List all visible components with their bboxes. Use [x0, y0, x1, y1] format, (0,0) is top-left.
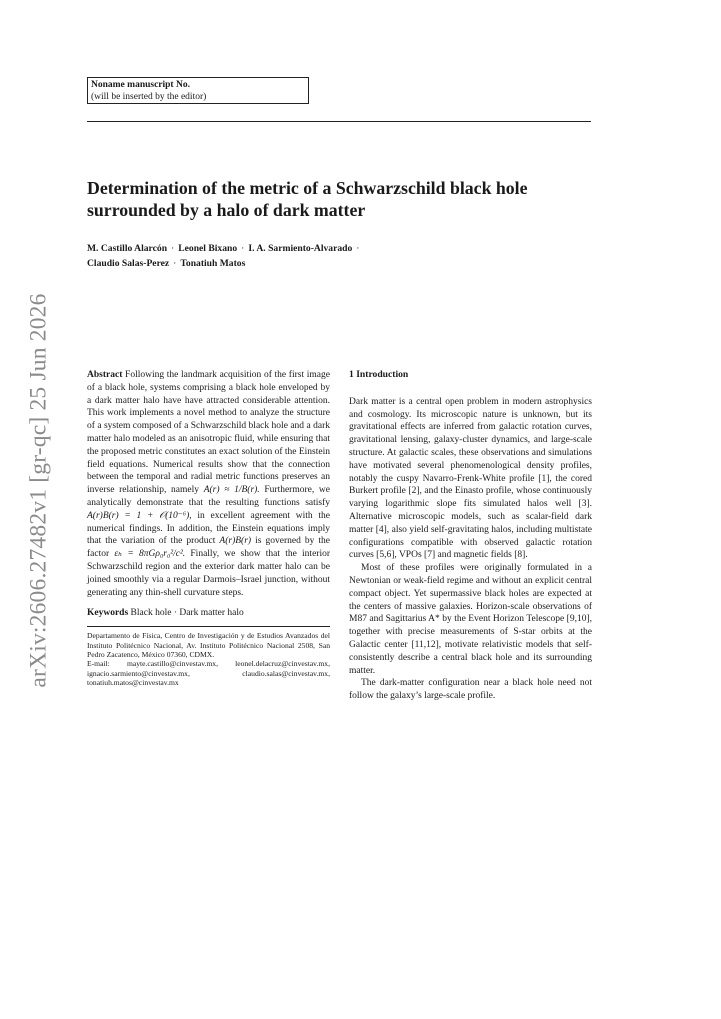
author: I. A. Sarmiento-Alvarado — [248, 243, 353, 254]
email-list: mayte.castillo@cinvestav.mx, leonel.delacruz@cinvestav.mx, ignacio.sarmiento@cinvestav.mx, claudio.salas@cinvestav.mx, tonatiuh.matos@cinvestav.mx — [87, 659, 330, 688]
abstract-text: Following the landmark acquisition of the first image of a black hole, systems comprising a black hole enveloped by a dark matter halo have have attracted considerable attention. This work implements a novel method to analyze the structure of a system composed of a Schwarzschild black hole and a dark matter halo modeled as an anisotropic fluid, while ensuring that the proposed metric constitutes an exact solution of the Einstein field equations. Numerical results show that the connection between the temporal and radial metric functions preserves an inverse relationship, namely — [87, 370, 330, 496]
email-label: E-mail: — [87, 659, 110, 669]
abstract-math: A(r)B(r) = 1 + 𝒪(10⁻⁶), — [87, 510, 192, 521]
author: Tonatiuh Matos — [180, 258, 246, 269]
author-list — [87, 241, 607, 271]
author-separator: · — [241, 243, 245, 254]
abstract-math: A(r) ≈ 1/B(r). — [203, 485, 260, 496]
author: Claudio Salas-Perez — [87, 258, 170, 269]
left-column — [87, 369, 330, 688]
abstract-label: Abstract — [87, 370, 123, 380]
arxiv-sidebar-stamp — [14, 292, 64, 688]
manuscript-editor-note: (will be inserted by the editor) — [91, 92, 207, 102]
paper-title: Determination of the metric of a Schwarzschild black hole surrounded by a halo of dark matter — [87, 178, 528, 220]
keywords — [87, 607, 330, 620]
section-heading-introduction: 1 Introduction — [349, 369, 409, 380]
right-column — [349, 369, 592, 703]
affiliation-footnote — [87, 626, 330, 687]
abstract-text: in excellent agreement with the numerical findings. In addition, the Einstein equations imply that the variation of the product — [87, 510, 331, 547]
keywords-label: Keywords — [87, 608, 129, 619]
intro-paragraph: The dark-matter configuration near a black hole need not follow the galaxy’s large-scale profile. — [349, 678, 592, 702]
keywords-text: Black hole · Dark matter halo — [130, 608, 244, 619]
abstract-text: is governed by the factor — [87, 536, 331, 560]
intro-paragraph: Dark matter is a central open problem in modern astrophysics and cosmology. Its microscopic nature is unknown, but its gravitational effects are inferred from galactic rotation curves, gravitational lensing, galaxy-cluster dynamics, and large-scale structure. At galactic scales, these observations and simulations have motivated several phenomenological density profiles, notably the cuspy Navarro-Frenk-White profile [1], the cored Burkert profile [2], and the Einasto profile, whose continuously varying logarithmic slope fits simulated halos well [3]. Alternative microscopic models, such as scalar-field dark matter [4], also yield self-gravitating halos, including multistate configurations compatible with observed galactic rotation curves [5,6], VPOs [7] and magnetic fields [8]. — [349, 396, 592, 561]
abstract-text: Furthermore, we analytically demonstrate that the resulting functions satisfy — [87, 485, 330, 508]
abstract-math: εₕ = 8πGρ₀r₀²/c². — [114, 549, 186, 560]
abstract — [87, 369, 330, 599]
manuscript-box — [87, 77, 309, 104]
affiliation-department: Departamento de Física, Centro de Investigación y de Estudios Avanzados del Instituto Politécnico Nacional, Av. Instituto Politécnico Nacional 2508, San Pedro Zacatenco, México 07360, CDMX. — [87, 631, 330, 659]
abstract-math: A(r)B(r) — [219, 536, 252, 547]
author-separator: · — [356, 243, 360, 254]
author-separator: · — [171, 243, 175, 254]
abstract-text: Finally, we show that the interior Schwarzschild region and the exterior dark matter halo can be joined smoothly via a regular Darmois–Israel junction, without generating any thin-shell curvature steps. — [87, 549, 331, 598]
author-separator: · — [173, 258, 177, 269]
arxiv-id: arXiv:2606.27482v1 [gr-qc] 25 Jun 2026 — [25, 292, 52, 688]
header-rule — [87, 121, 591, 122]
intro-paragraph: Most of these profiles were originally formulated in a Newtonian or weak-field regime and without an explicit central compact object. Yet supermassive black holes are expected at the centers of massive galaxies. Horizon-scale observations of M87 and Sagittarius A* by the Event Horizon Telescope [9,10], together with precise measurements of S-star orbits at the Galactic center [11,12], motivate relativistic models that self-consistently describe a central black hole and its surrounding matter. — [349, 563, 592, 676]
author: M. Castillo Alarcón — [87, 243, 168, 254]
manuscript-number: Noname manuscript No. — [91, 80, 190, 90]
author: Leonel Bixano — [178, 243, 238, 254]
